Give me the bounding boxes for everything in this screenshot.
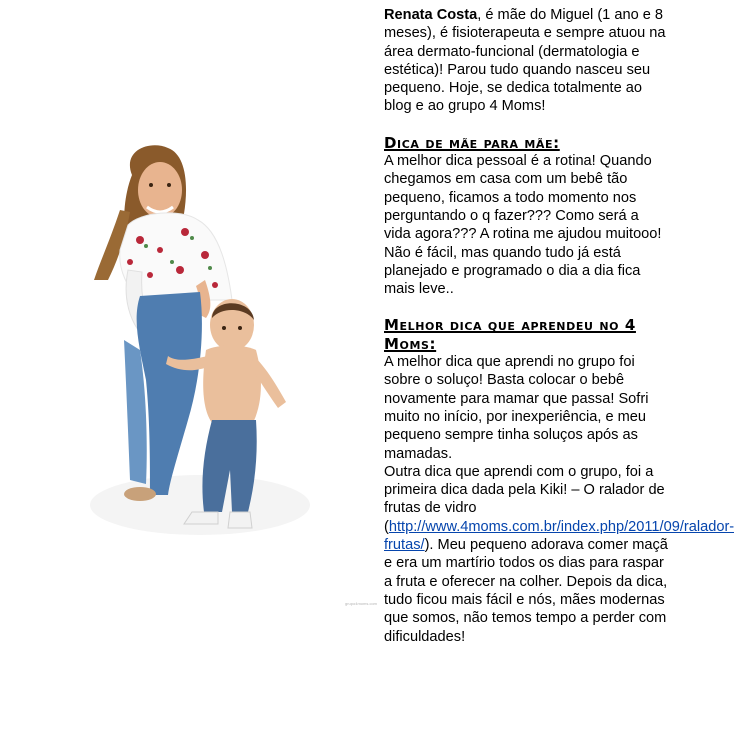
section1-body: A melhor dica pessoal é a rotina! Quando chegamos em casa com um bebê tão pequeno, ficamos a todo momento nos perguntando o q fazer??? Como será a vida agora??? A rotina me ajudou muitooo! Não é fácil, mas quando tudo já está planejado e programado o dia a dia fica mais leve.. (384, 153, 662, 298)
photo-watermark: grupo4moms.com (345, 601, 378, 606)
section2-body-2-before: Outra dica que aprendi com o grupo, foi a primeira dica dada pela Kiki! – O ralador de frutas de vidro ( (384, 463, 665, 535)
text-column (384, 6, 734, 646)
baby-torso (203, 346, 261, 426)
mother-shoe (124, 487, 156, 501)
section-heading-melhor-dica: Melhor dica que aprendeu no 4 Moms: (384, 316, 636, 353)
intro-text: , é mãe do Miguel (1 ano e 8 meses), é fisioterapeuta e sempre atuou na área dermato-funcional (dermatologia e estética)! Parou tudo quando nasceu seu pequeno. Hoje, se dedica totalmente ao blog e ao grupo 4 Moms! (384, 7, 666, 115)
intro-paragraph (384, 6, 668, 116)
floor-shadow (90, 475, 310, 535)
mother-face (138, 162, 182, 218)
section2-body-2-after: ). Meu pequeno adorava comer maçã e era um martírio todos os dias para raspar a fruta e oferecer na colher. Depois da dica, tudo ficou mais fácil e nós, mães modernas que somos, não temos tempo a perder com dificuldades! (384, 537, 668, 645)
section2-body-1: A melhor dica que aprendi no grupo foi sobre o soluço! Basta colocar o bebê novamente para mamar que passa! Sofri muito no início, por inexperiência, e meu pequeno sempre tinha soluços após as mamadas. (384, 354, 649, 462)
author-name: Renata Costa (384, 7, 478, 23)
section-heading-dica-de-mae: Dica de mãe para mãe: (384, 133, 560, 152)
baby-shoe-right (228, 512, 252, 528)
ralador-frutas-link[interactable]: http://www.4moms.com.br/index.php/2011/09/ralador-frutas/ (384, 518, 734, 554)
section2-body-2 (384, 463, 734, 646)
